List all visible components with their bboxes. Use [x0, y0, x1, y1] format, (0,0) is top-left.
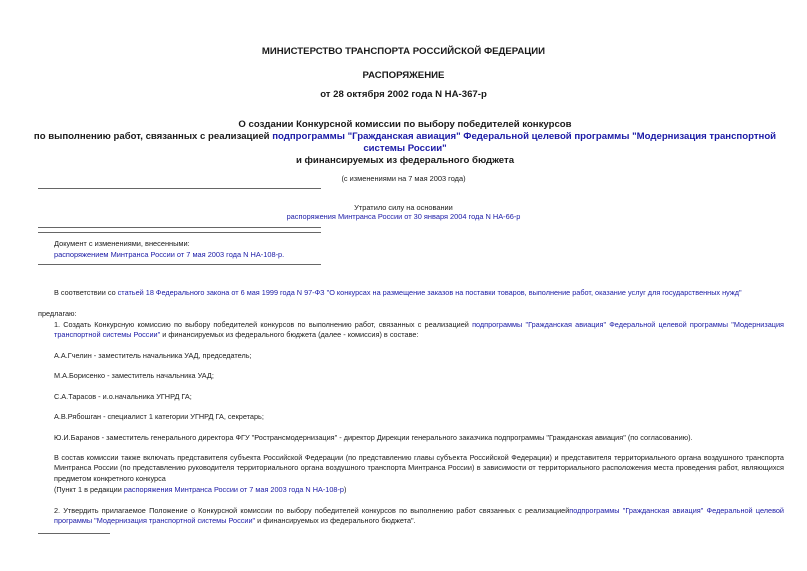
item-2 — [38, 506, 784, 527]
item-1-suffix: и финансируемых из федерального бюджета (далее - комиссия) в составе: — [160, 330, 419, 340]
changes-link[interactable]: распоряжением Минтранса России от 7 мая 2003 года N НА-108-р. — [54, 250, 285, 259]
item-1 — [38, 320, 784, 341]
item-2-text: 2. Утвердить прилагаемое Положение о Конкурсной комиссии по выбору победителей конкурсов по выполнению работ связанных с реализацией — [54, 506, 570, 515]
item-2-suffix: и финансируемых из федерального бюджета". — [255, 516, 416, 526]
footnote-divider — [38, 533, 110, 534]
item-2-subprogram-link[interactable]: подпрограммы "Гражданская авиация" Федеральной целевой программы "Модернизация транспортной системы России" — [54, 506, 784, 526]
member-4: А.В.Рябошган - специалист 1 категории УГНРД ГА, секретарь; — [54, 412, 264, 421]
document-date-number: от 28 октября 2002 года N НА-367-р — [320, 89, 487, 100]
document-title — [30, 119, 780, 167]
point-1-edit-link[interactable]: распоряжения Минтранса России от 7 мая 2003 года N НА-108-р — [123, 485, 344, 494]
member-5: Ю.И.Баранов - заместитель генерального директора ФГУ "Ространсмодернизация" - директор Дирекции генерального заказчика подпрограммы "Гражданская авиация" (по согласованию). — [54, 433, 693, 442]
predlagayu-text: предлагаю: — [38, 309, 77, 318]
member-3: С.А.Тарасов - и.о.начальника УГНРД ГА; — [54, 392, 192, 401]
divider — [38, 264, 321, 265]
federal-law-link[interactable]: статьей 18 Федерального закона от 6 мая 1999 года N 97-ФЗ "О конкурсах на размещение заказов на поставки товаров, выполнение работ, оказание услуг для государственных нужд" — [117, 288, 742, 297]
preamble-text: В соответствии со — [54, 288, 118, 297]
divider — [38, 232, 321, 233]
amended-note: (с изменениями на 7 мая 2003 года) — [341, 174, 466, 183]
changes-label: Документ с изменениями, внесенными: — [54, 239, 190, 248]
composition-paragraph: В состав комиссии также включать представителя субъекта Российской Федерации (по представлению главы субъекта Российской Федерации) и представителя территориального органа воздушного транспорта Минтранса России (по представлению руководителя территориального органа воздушного транспорта Минтранса России) в зависимости от территориального расположения места проведения работ, являющихся предметом конкретного конкурса — [54, 453, 784, 483]
divider — [38, 227, 321, 228]
subprogram-link[interactable]: подпрограммы "Гражданская авиация" Федеральной целевой программы "Модернизация транспортной системы России" — [272, 131, 777, 154]
lost-force-label: Утратило силу на основании — [354, 203, 453, 212]
document-type: РАСПОРЯЖЕНИЕ — [362, 70, 445, 81]
point-1-edit-suffix: ) — [343, 485, 347, 494]
member-2: М.А.Борисенко - заместитель начальника УАД; — [54, 371, 214, 380]
title-line-1: О создании Конкурсной комиссии по выбору победителей конкурсов — [238, 119, 572, 130]
title-line-2 — [30, 131, 780, 155]
preamble — [38, 288, 784, 298]
item-1-text: 1. Создать Конкурсную комиссию по выбору победителей конкурсов по выполнению работ, связанных с реализацией — [54, 320, 473, 329]
member-1: А.А.Гчелин - заместитель начальника УАД, председатель; — [54, 351, 252, 360]
divider — [38, 188, 321, 189]
point-1-edit-prefix: (Пункт 1 в редакции — [54, 485, 124, 494]
changes-note — [54, 238, 284, 260]
title-line-3: и финансируемых из федерального бюджета — [295, 155, 515, 166]
ministry-heading: МИНИСТЕРСТВО ТРАНСПОРТА РОССИЙСКОЙ ФЕДЕРАЦИИ — [261, 46, 546, 57]
lost-force-link[interactable]: распоряжения Минтранса России от 30 января 2004 года N НА-66-р — [286, 212, 521, 221]
title-line-2-text: по выполнению работ, связанных с реализацией — [33, 131, 273, 142]
point-1-edit-note — [38, 485, 784, 495]
item-1-subprogram-link[interactable]: подпрограммы "Гражданская авиация" Федеральной целевой программы "Модернизация транспортной системы России" — [54, 320, 784, 340]
